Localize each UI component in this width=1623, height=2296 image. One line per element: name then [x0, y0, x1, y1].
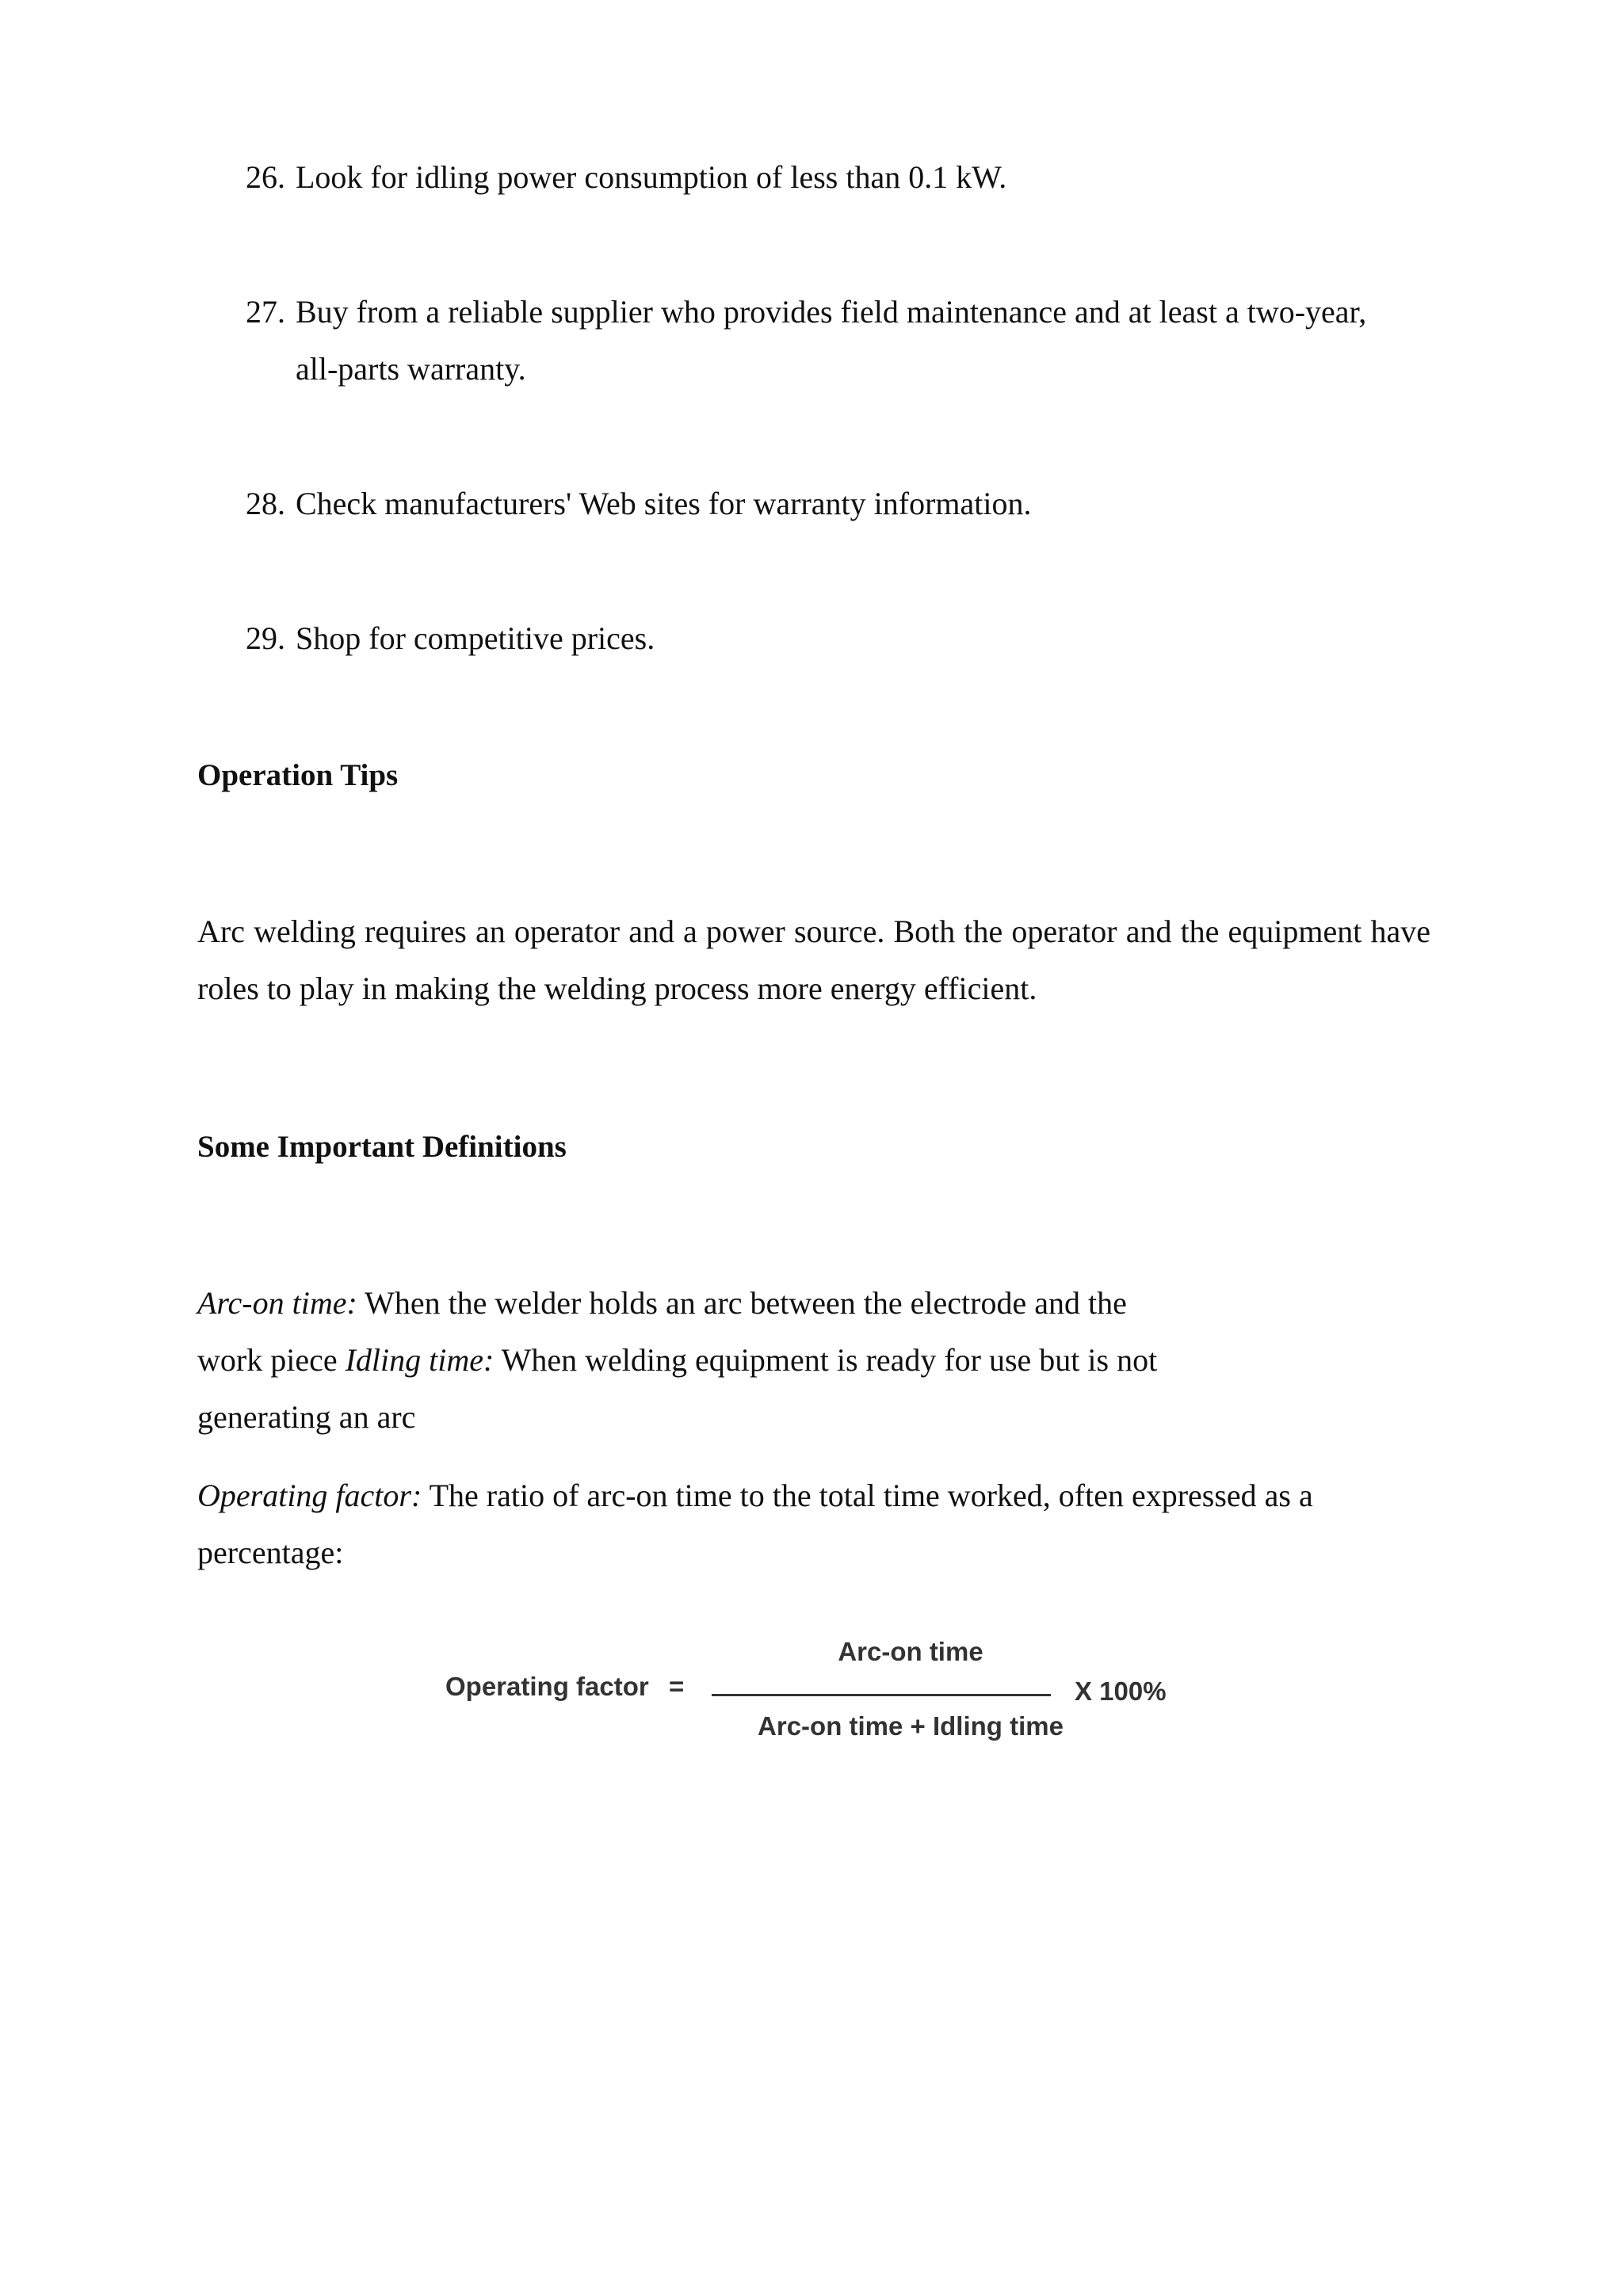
- term-arc-on-time: Arc-on time:: [197, 1285, 357, 1321]
- list-text: Check manufacturers' Web sites for warranty information.: [296, 486, 1032, 521]
- term-operating-factor: Operating factor:: [197, 1478, 422, 1513]
- list-number: 26.: [246, 159, 285, 195]
- definition-text: When welding equipment is ready for use but is not: [494, 1342, 1158, 1378]
- formula-denominator: Arc-on time + Idling time: [758, 1711, 1064, 1741]
- fraction-bar: [712, 1694, 1051, 1696]
- definition-arc-on-idling: [197, 1275, 1430, 1446]
- formula-multiplier: X 100%: [1075, 1676, 1167, 1706]
- formula-equals: =: [669, 1672, 685, 1701]
- operation-tips-paragraph: Arc welding requires an operator and a power source. Both the operator and the equipment have roles to play in making the welding process more energy efficient.: [197, 913, 1430, 1006]
- operating-factor-formula: [434, 1632, 1195, 1759]
- list-text-line: all-parts warranty.: [296, 351, 526, 387]
- definition-line: [197, 1332, 1430, 1389]
- definition-text: When the welder holds an arc between the electrode and the: [357, 1285, 1127, 1321]
- list-item-26: [246, 149, 1434, 206]
- list-number: 28.: [246, 486, 285, 521]
- term-idling-time: Idling time:: [345, 1342, 495, 1378]
- operation-tips-heading: Operation Tips: [197, 758, 399, 792]
- list-item-28: [246, 475, 1434, 532]
- list-number: 29.: [246, 620, 285, 656]
- list-item-29: [246, 610, 1434, 667]
- definitions-heading: Some Important Definitions: [197, 1130, 567, 1164]
- formula-numerator: Arc-on time: [838, 1637, 983, 1666]
- definition-text: The ratio of arc-on time to the total time worked, often expressed as a percentage:: [197, 1478, 1313, 1570]
- list-text: Shop for competitive prices.: [296, 620, 655, 656]
- definition-operating-factor: [197, 1467, 1386, 1581]
- definition-line: [197, 1275, 1430, 1332]
- list-text: [296, 284, 1434, 398]
- list-item-27: [246, 284, 1434, 398]
- list-text-line: Buy from a reliable supplier who provides field maintenance and at least a two-year,: [296, 294, 1367, 330]
- formula-label: Operating factor: [445, 1672, 649, 1701]
- list-text: Look for idling power consumption of less than 0.1 kW.: [296, 159, 1007, 195]
- definition-text: work piece: [197, 1342, 346, 1378]
- list-number: 27.: [246, 294, 285, 330]
- definition-line: generating an arc: [197, 1399, 416, 1435]
